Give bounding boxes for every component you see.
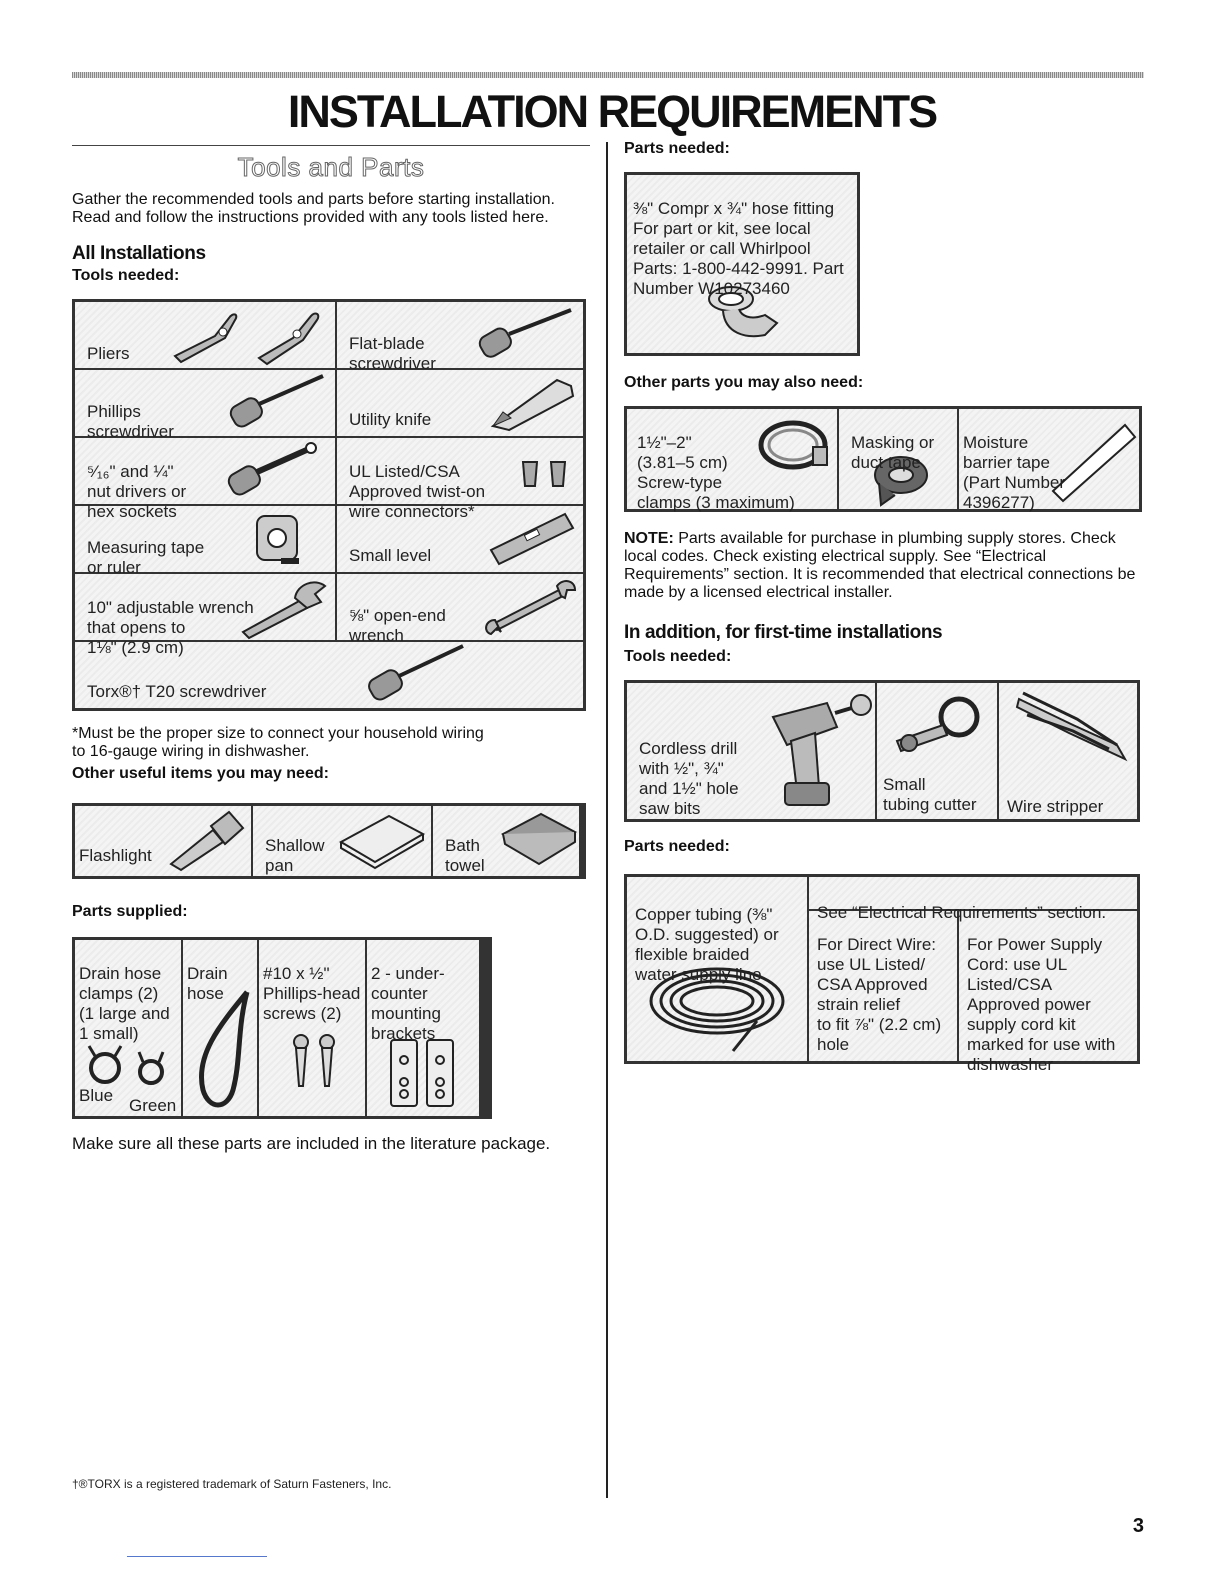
tool-cell-flat-blade	[337, 302, 583, 373]
electrical-header: See “Electrical Requirements” section.	[817, 903, 1107, 922]
pan-icon	[337, 812, 427, 868]
flashlight-icon	[165, 808, 247, 872]
tool-cell-utility-knife	[337, 370, 583, 436]
wire-connector-icon	[517, 456, 577, 496]
useful-items-grid	[72, 803, 586, 879]
level-icon	[487, 508, 579, 570]
copper-cell	[627, 877, 807, 1061]
screws-icon	[287, 1034, 341, 1094]
useful-cell-shallow-pan	[253, 806, 431, 876]
tool-cell-nut-drivers	[75, 438, 335, 521]
left-column	[72, 140, 590, 1153]
open-end-wrench-icon	[477, 576, 579, 638]
page-title: INSTALLATION REQUIREMENTS	[287, 86, 937, 137]
tool-label: Measuring tape or ruler	[87, 538, 205, 577]
power-supply-cell	[959, 911, 1137, 1074]
supplied-cell-screws	[259, 940, 365, 1116]
useful-cell-bath-towel	[433, 806, 579, 876]
parts-supplied-grid	[72, 937, 492, 1119]
tool-label: Flat-blade screwdriver	[349, 334, 436, 373]
tool-label: ⅝" open-end wrench	[349, 606, 446, 645]
useful-label: Shallow pan	[265, 836, 325, 875]
tools-needed-label: Tools needed:	[72, 267, 180, 284]
tool-label: Pliers	[87, 344, 130, 363]
direct-wire-cell	[809, 911, 957, 1061]
note-text: Parts available for purchase in plumbing supply stores. Check local codes. Check existing electrical supply. See “Electrical Requirements” section. It is recommended that electrical connections be made by a licensed electrical installer.	[624, 530, 1136, 601]
parts-needed-label-2: Parts needed:	[624, 838, 730, 855]
first-time-heading: In addition, for first-time installations	[624, 622, 943, 643]
closing-paragraph: Make sure all these parts are included in the literature package.	[72, 1134, 551, 1153]
power-supply-text: For Power Supply Cord: use UL Listed/CSA Approved power supply cord kit marked for use with dishwasher	[967, 935, 1116, 1074]
electrical-header-cell	[809, 877, 1137, 922]
tool-label: ⁵⁄₁₆" and ¼" nut drivers or hex sockets	[87, 462, 187, 521]
screw-clamp-icon	[755, 417, 831, 475]
parts-supplied-label: Parts supplied:	[72, 903, 188, 920]
fitting-label: ⅜" Compr x ¾" hose fitting For part or kit, see local retailer or call Whirlpool Parts: 1-800-442-9991. Part Number W10273460	[633, 199, 844, 298]
cordless-drill-icon	[757, 687, 873, 813]
torx-screwdriver-icon	[365, 644, 469, 706]
tool-cell-wire-connectors	[337, 438, 583, 521]
hose-clamps-icon	[83, 1042, 179, 1090]
tape-measure-icon	[251, 512, 305, 568]
other-parts-grid	[624, 406, 1142, 512]
right-column	[624, 140, 1144, 1074]
wire-stripper-icon	[1013, 689, 1133, 769]
note-paragraph	[624, 530, 1144, 602]
note-bold: NOTE:	[624, 530, 674, 547]
first-cell-tubing-cutter	[877, 683, 997, 819]
other-part-label: Moisture barrier tape (Part Number 4396277)	[963, 433, 1066, 512]
top-rule	[72, 72, 1144, 78]
useful-items-label: Other useful items you may need:	[72, 765, 329, 782]
other-cell-screw-clamps	[627, 409, 837, 512]
clamp-blue-label: Blue	[79, 1086, 114, 1105]
utility-knife-icon	[487, 372, 579, 432]
all-installations-heading: All Installations	[72, 243, 206, 264]
useful-label: Flashlight	[79, 846, 152, 865]
other-cell-moisture-tape	[959, 409, 1139, 512]
first-tools-label: Tools needed:	[624, 648, 732, 665]
tool-label: Phillips screwdriver	[87, 402, 174, 441]
drain-hose-icon	[189, 986, 253, 1112]
tubing-cutter-icon	[889, 693, 989, 757]
other-part-label: 1½"–2" (3.81–5 cm) Screw-type clamps (3 maximum)	[637, 433, 795, 512]
first-tool-label: Wire stripper	[1007, 797, 1104, 816]
tool-cell-adjustable-wrench	[75, 574, 335, 657]
useful-label: Bath towel	[445, 836, 485, 875]
other-parts-label: Other parts you may also need:	[624, 374, 864, 391]
first-cell-drill	[627, 683, 875, 819]
flat-screwdriver-icon	[475, 306, 579, 364]
first-tool-label: Small tubing cutter	[883, 775, 977, 814]
footnote-star: *Must be the proper size to connect your household wiring to 16-gauge wiring in dishwasher.	[72, 725, 484, 760]
tool-label: Small level	[349, 546, 432, 565]
intro-paragraph: Gather the recommended tools and parts before starting installation. Read and follow the instructions provided with any tools listed here.	[72, 191, 555, 226]
tool-label: 10" adjustable wrench that opens to 1⅛" (2.9 cm)	[87, 598, 254, 657]
trademark-footnote: †®TORX is a registered trademark of Saturn Fasteners, Inc.	[72, 1477, 392, 1491]
tool-label: UL Listed/CSA Approved twist-on wire connectors*	[349, 462, 486, 521]
towel-icon	[499, 810, 577, 870]
tool-label: Utility knife	[349, 410, 432, 429]
clamp-green-label: Green	[129, 1096, 177, 1115]
tool-label: Torx®† T20 screwdriver	[87, 682, 267, 701]
fitting-cell	[627, 175, 857, 353]
tools-grid	[72, 299, 586, 711]
page-number: 3	[1132, 1515, 1144, 1537]
section-title: Tools and Parts	[237, 152, 425, 182]
tool-cell-phillips	[75, 370, 335, 441]
first-cell-wire-stripper	[999, 683, 1137, 819]
other-cell-duct-tape	[839, 409, 957, 509]
fitting-box	[624, 172, 860, 356]
parts-needed-grid	[624, 874, 1140, 1074]
copper-label: Copper tubing (⅜" O.D. suggested) or flexible braided water supply line	[635, 905, 779, 984]
supplied-label: 2 - under- counter mounting brackets	[371, 964, 445, 1043]
first-tool-label: Cordless drill with ½", ¾" and 1½" hole saw bits	[639, 739, 739, 818]
direct-wire-text: For Direct Wire: use UL Listed/ CSA Approved strain relief to fit ⅞" (2.2 cm) hole	[817, 935, 942, 1054]
other-part-label: Masking or duct tape	[851, 433, 935, 472]
supplied-label: #10 x ½" Phillips-head screws (2)	[263, 964, 361, 1023]
bottom-link-line	[127, 1556, 267, 1557]
first-tools-grid	[624, 680, 1140, 822]
parts-needed-label: Parts needed:	[624, 140, 730, 157]
column-divider	[606, 142, 608, 1498]
supplied-label: Drain hose clamps (2) (1 large and 1 small)	[79, 964, 170, 1043]
section-rule	[72, 145, 590, 146]
supplied-cell-brackets	[367, 940, 479, 1116]
supplied-label: Drain hose	[187, 964, 228, 1003]
nut-driver-icon	[225, 440, 319, 500]
tool-cell-open-end-wrench	[337, 574, 583, 645]
pliers-icon	[167, 306, 329, 364]
supplied-cell-hose-clamps	[75, 940, 181, 1116]
supplied-cell-drain-hose	[183, 940, 257, 1116]
phillips-screwdriver-icon	[225, 372, 329, 432]
useful-cell-flashlight	[75, 806, 251, 876]
tool-cell-pliers	[75, 302, 335, 368]
